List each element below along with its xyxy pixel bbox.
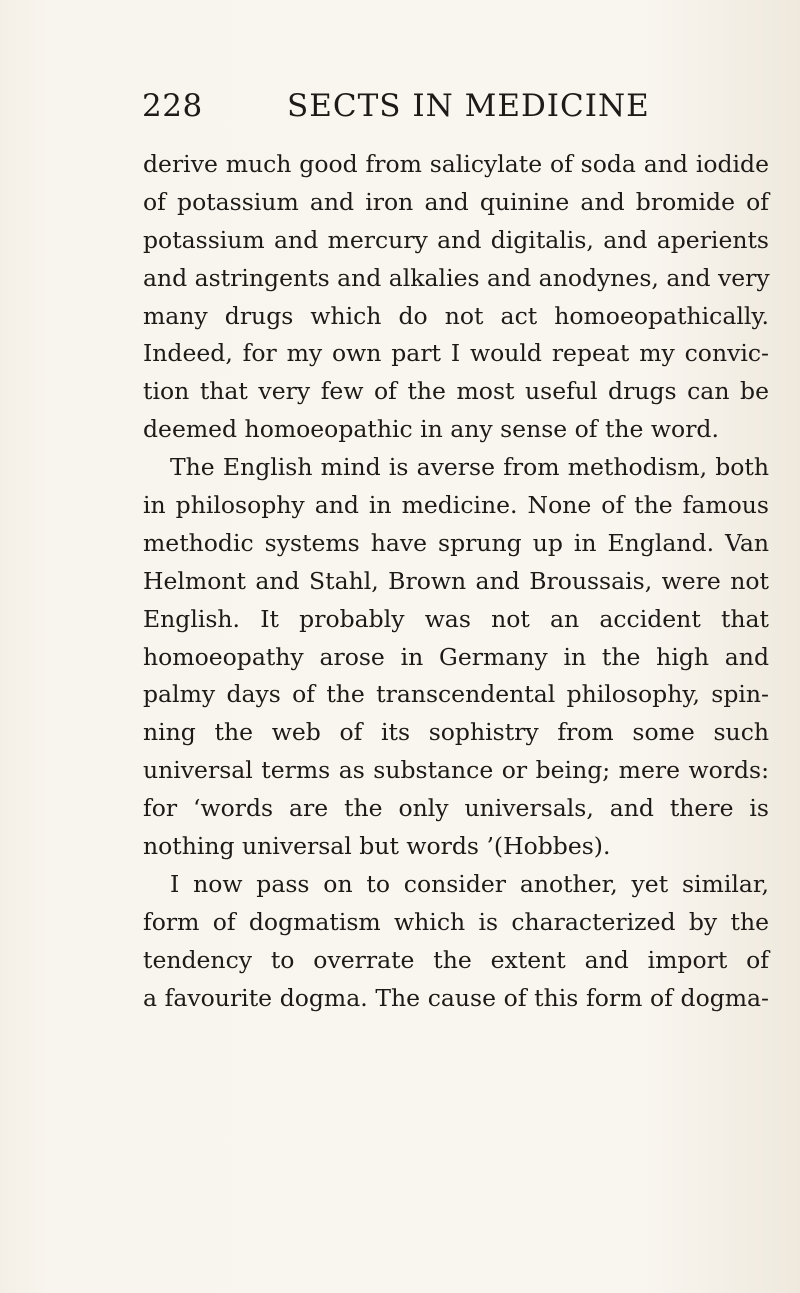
text-line: Indeed, for my own part I would repeat my convic-: [143, 339, 769, 368]
text-line: I now pass on to consider another, yet similar,: [170, 869, 769, 898]
text-line: methodic systems have sprung up in England. Van: [143, 528, 769, 557]
text-line: palmy days of the transcendental philosophy, spin-: [143, 680, 769, 709]
text-line: homoeopathy arose in Germany in the high and: [143, 642, 769, 671]
text-line: tion that very few of the most useful drugs can be: [143, 377, 769, 406]
text-line: in philosophy and in medicine. None of the famous: [143, 491, 769, 520]
running-head: SECTS IN MEDICINE: [287, 88, 650, 124]
text-line: tendency to overrate the extent and import of: [143, 945, 769, 974]
body-text: [143, 146, 769, 1017]
text-line: a favourite dogma. The cause of this form of dogma-: [143, 983, 769, 1012]
text-line: The English mind is averse from methodism, both: [170, 453, 769, 482]
page-header: [142, 88, 772, 128]
text-line: and astringents and alkalies and anodynes, and very: [143, 263, 770, 292]
text-line: form of dogmatism which is characterized by the: [143, 907, 769, 936]
text-line: of potassium and iron and quinine and bromide of: [143, 187, 769, 216]
text-line: English. It probably was not an accident that: [143, 604, 769, 633]
text-line: derive much good from salicylate of soda and iodide: [143, 150, 769, 178]
text-line: potassium and mercury and digitalis, and aperients: [143, 225, 769, 254]
page-number: 228: [142, 88, 203, 124]
text-line: nothing universal but words ’(Hobbes).: [143, 832, 611, 861]
text-line: Helmont and Stahl, Brown and Broussais, were not: [143, 566, 769, 595]
text-line: many drugs which do not act homoeopathically.: [143, 301, 769, 330]
text-line: ning the web of its sophistry from some such: [143, 718, 769, 747]
text-line: universal terms as substance or being; mere words:: [143, 756, 769, 785]
text-line: deemed homoeopathic in any sense of the word.: [143, 415, 719, 444]
text-line: for ‘words are the only universals, and there is: [143, 794, 769, 823]
